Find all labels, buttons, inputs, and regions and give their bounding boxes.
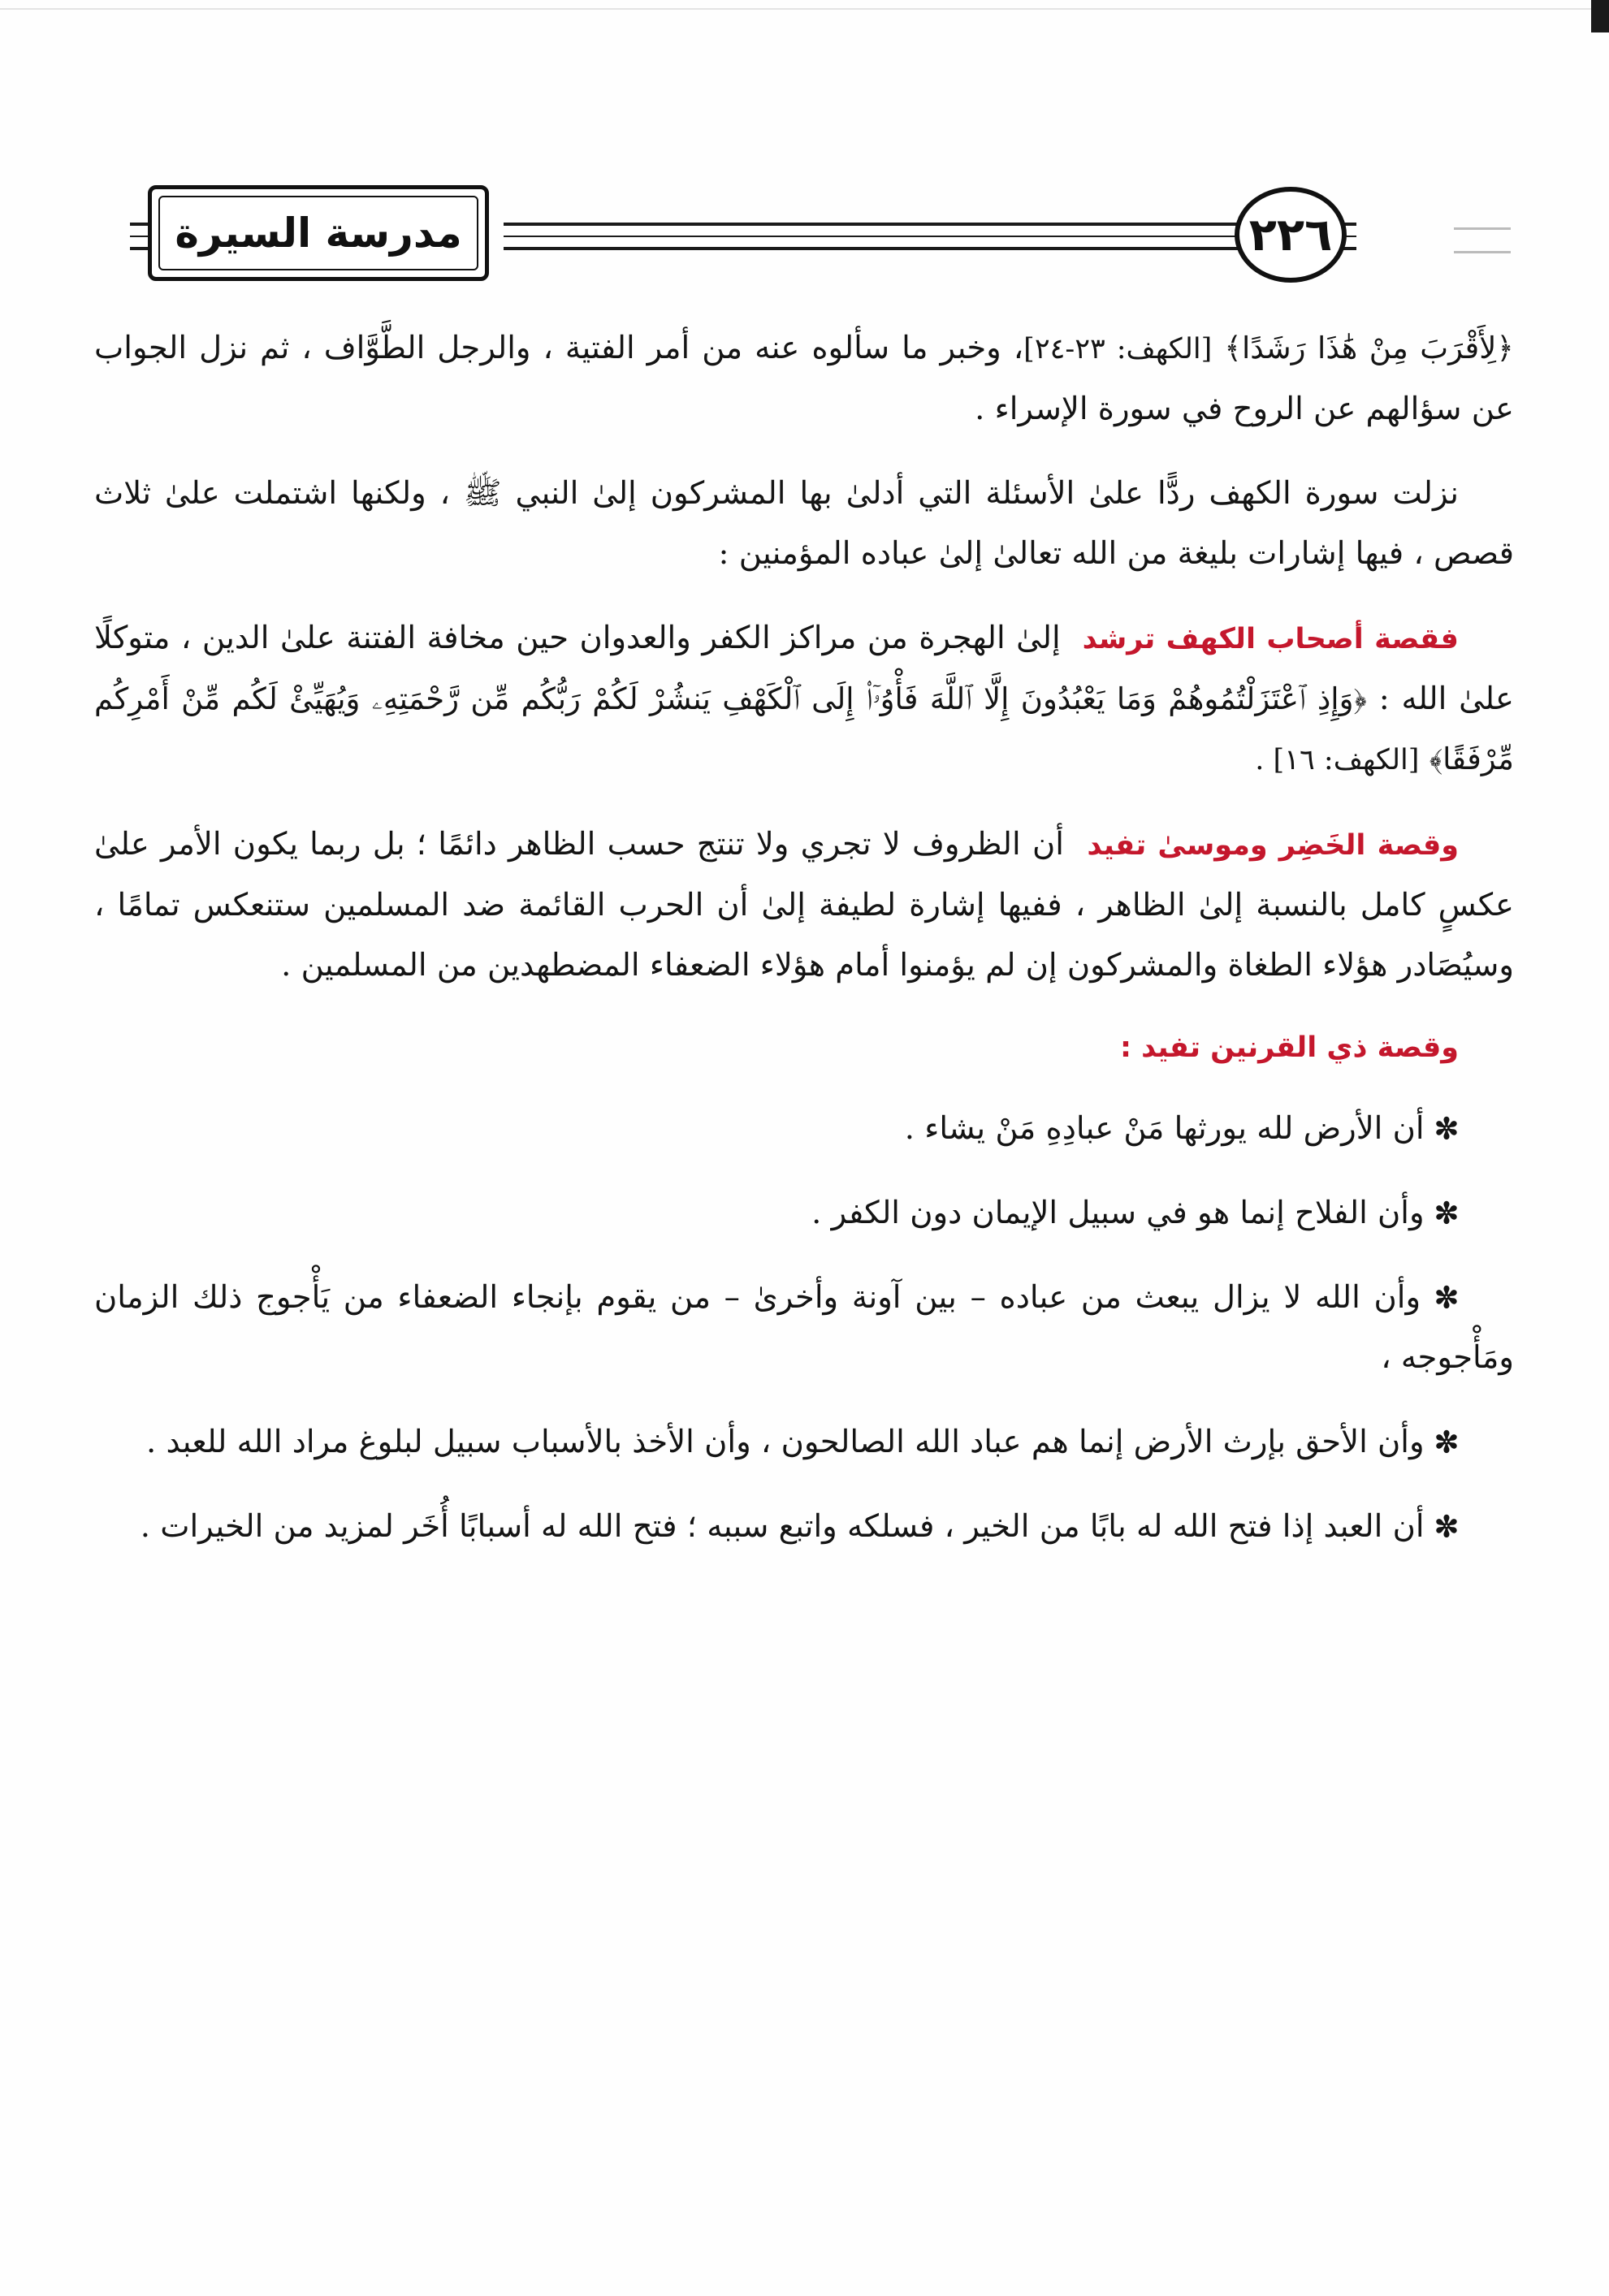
page-number: ٢٢٦ [1235, 187, 1347, 283]
header-rule [504, 223, 1356, 226]
scan-edge-corner [1591, 0, 1609, 32]
section-heading-dhul-qarnayn [94, 1017, 1514, 1078]
section-heading-khidr: وقصة الخَضِر وموسىٰ تفيد [1087, 829, 1459, 862]
page-header [130, 185, 1511, 291]
quran-verse: ﴿لِأَقْرَبَ مِنْ هَٰذَا رَشَدًا﴾ [1224, 331, 1514, 365]
paragraph-khidr [94, 815, 1514, 996]
paragraph-text: إلىٰ الهجرة من مراكز الكفر والعدوان حين مخافة الفتنة علىٰ الدين ، متوكلًا علىٰ الله : [94, 620, 1514, 717]
paragraph-kahf [94, 608, 1514, 790]
book-title: مدرسة السيرة [175, 210, 462, 257]
bullet-text: وأن الفلاح إنما هو في سبيل الإيمان دون الكفر . [811, 1195, 1425, 1231]
bullet-text: أن العبد إذا فتح الله له بابًا من الخير ، فسلكه واتبع سببه ؛ فتح الله له أسبابًا أُخَر لمزيد من الخيرات . [140, 1508, 1425, 1545]
flower-bullet-icon: ✼ [1434, 1196, 1459, 1230]
flower-bullet-icon: ✼ [1434, 1112, 1459, 1146]
verse-reference: [الكهف: ١٦] . [1255, 744, 1420, 776]
quran-verse: ﴿وَإِذِ ٱعْتَزَلْتُمُوهُمْ وَمَا يَعْبُدُونَ إِلَّا ٱللَّهَ فَأْوُۥٓا۟ إِلَى ٱلْكَهْفِ يَنشُرْ لَكُمْ رَبُّكُم مِّن رَّحْمَتِهِۦ وَيُهَيِّئْ لَكُم مِّنْ أَمْرِكُم مِّرْفَقًا﴾ [94, 681, 1514, 776]
bullet-text: أن الأرض لله يورثها مَنْ عبادِهِ مَنْ يشاء . [904, 1110, 1425, 1147]
bullet-text: وأن الأحق بإرث الأرض إنما هم عباد الله الصالحون ، وأن الأخذ بالأسباب سبيل لبلوغ مراد الله للعبد . [146, 1424, 1425, 1460]
header-rule [504, 236, 1356, 237]
flower-bullet-icon: ✼ [1434, 1510, 1459, 1544]
bullet-item [94, 1099, 1514, 1159]
paragraph-2: نزلت سورة الكهف ردًّا علىٰ الأسئلة التي أدلىٰ بها المشركون إلىٰ النبي ﷺ ، ولكنها اشتملت علىٰ ثلاث قصص ، فيها إشارات بليغة من الله تعالىٰ إلىٰ عباده المؤمنين : [94, 475, 1514, 572]
bullet-item [94, 1183, 1514, 1243]
scan-edge-line [0, 8, 1609, 10]
page-body [94, 318, 1514, 1557]
header-rule [130, 236, 148, 237]
bullet-text: وأن الله لا يزال يبعث من عباده – بين آونة وأخرىٰ – من يقوم بإنجاء الضعفاء من يَأْجوج ذلك الزمان ومَأْجوجه ، [94, 1279, 1514, 1376]
header-rule [504, 247, 1356, 250]
bullet-item [94, 1268, 1514, 1388]
paragraph-1 [94, 318, 1514, 439]
verse-reference: [الكهف: ٢٣-٢٤] [1023, 333, 1213, 365]
section-heading-text: وقصة ذي القرنين تفيد : [1119, 1031, 1459, 1064]
flower-bullet-icon: ✼ [1434, 1425, 1459, 1459]
header-rule [130, 223, 148, 226]
header-ornament [1454, 227, 1511, 253]
bullet-item [94, 1412, 1514, 1472]
bullet-item [94, 1497, 1514, 1557]
paragraph-text: أن الظروف لا تجري ولا تنتج حسب الظاهر دائمًا ؛ بل ربما يكون الأمر علىٰ عكسٍ كامل بالنسبة إلىٰ الظاهر ، ففيها إشارة لطيفة إلىٰ أن الحرب القائمة ضد المسلمين ستنعكس تمامًا ، وسيُصَادر هؤلاء الطغاة والمشركون إن لم يؤمنوا أمام هؤلاء الضعفاء المضطهدين من المسلمين . [94, 826, 1514, 984]
paragraph-text: ، وخبر ما سألوه عنه من أمر الفتية ، والرجل الطَّوَّاف ، ثم نزل الجواب عن سؤالهم عن الروح في سورة الإسراء . [94, 330, 1514, 427]
header-rule [130, 247, 148, 250]
book-title-frame [148, 185, 489, 281]
flower-bullet-icon: ✼ [1434, 1281, 1459, 1315]
section-heading-kahf: فقصة أصحاب الكهف ترشد [1082, 623, 1459, 655]
